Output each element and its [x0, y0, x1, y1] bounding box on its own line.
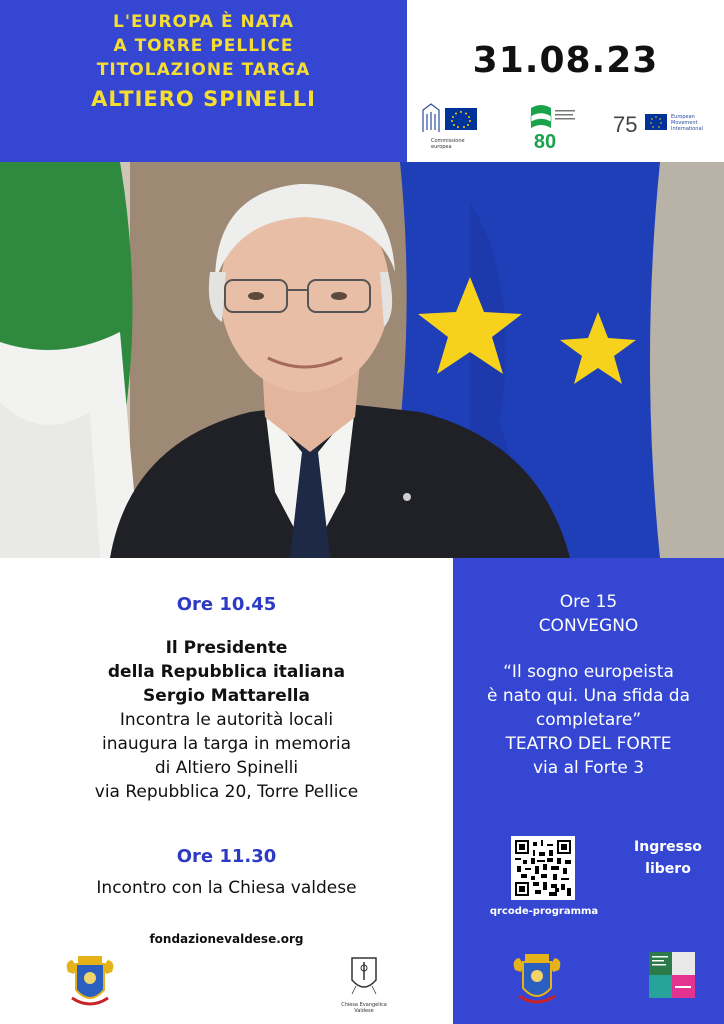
qr-code-label: qrcode-programma — [489, 906, 599, 917]
chiesa-meeting — [0, 876, 453, 900]
time-1130: Ore 11.30 — [176, 846, 277, 867]
visit-address: via Repubblica 20, Torre Pellice — [94, 782, 359, 802]
visit-line-1: Incontra le autorità locali — [119, 710, 334, 730]
morning-time-2 — [0, 846, 453, 867]
visit-line-3: di Altiero Spinelli — [154, 758, 299, 778]
emi-label: European Movement International — [671, 114, 703, 132]
quote-line-2: è nato qui. Una sfida da — [486, 686, 691, 706]
european-movement-logo — [607, 102, 717, 152]
anniversary-80-logo — [523, 102, 583, 152]
title-line-3: TITOLAZIONE TARGA — [96, 60, 311, 80]
ec-caption: Commissione europea — [431, 138, 465, 150]
visit-line-2: inaugura la targa in memoria — [101, 734, 351, 754]
time-15: Ore 15 — [559, 592, 618, 612]
date-panel — [407, 0, 724, 162]
chiesa-valdese-logo — [334, 954, 394, 1016]
town-crest-icon — [62, 952, 118, 1012]
quote-line-1: “Il sogno europeista — [503, 662, 674, 682]
title-line-1: L'EUROPA È NATA — [113, 12, 294, 32]
president-title-line-2: della Repubblica italiana — [107, 662, 346, 682]
free-entry-note — [623, 836, 713, 880]
afternoon-program — [453, 558, 724, 1024]
anniversary-number: 80 — [533, 131, 557, 152]
convegno-title: CONVEGNO — [538, 616, 639, 636]
title-panel — [0, 0, 407, 162]
town-crest-icon-2 — [509, 950, 565, 1010]
free-entry-line-1: Ingresso — [634, 839, 702, 855]
portrait-photo — [0, 162, 724, 558]
qr-code-icon[interactable] — [511, 836, 575, 900]
title-line-4: ALTIERO SPINELLI — [91, 87, 316, 111]
emi-number: 75 — [613, 112, 638, 137]
convegno-details — [453, 660, 724, 780]
venue-address: via al Forte 3 — [532, 758, 645, 778]
european-commission-logo — [419, 102, 499, 152]
title-line-2: A TORRE PELLICE — [113, 36, 294, 56]
venue-name: TEATRO DEL FORTE — [505, 734, 672, 754]
afternoon-heading — [453, 590, 724, 638]
biblioteca-logo — [649, 952, 695, 998]
morning-time-1 — [0, 594, 453, 615]
chiesa-meeting-text: Incontro con la Chiesa valdese — [96, 878, 357, 898]
chiesa-caption: Chiesa Evangelica Valdese — [341, 1002, 387, 1014]
free-entry-line-2: libero — [645, 861, 691, 877]
presidential-visit-block — [0, 636, 453, 804]
time-1045: Ore 10.45 — [176, 594, 277, 615]
event-date: 31.08.23 — [472, 40, 659, 81]
quote-line-3: completare” — [535, 710, 642, 730]
president-title-line-1: Il Presidente — [165, 638, 288, 658]
website-link[interactable]: fondazionevaldese.org — [149, 932, 304, 946]
president-name: Sergio Mattarella — [143, 686, 310, 706]
